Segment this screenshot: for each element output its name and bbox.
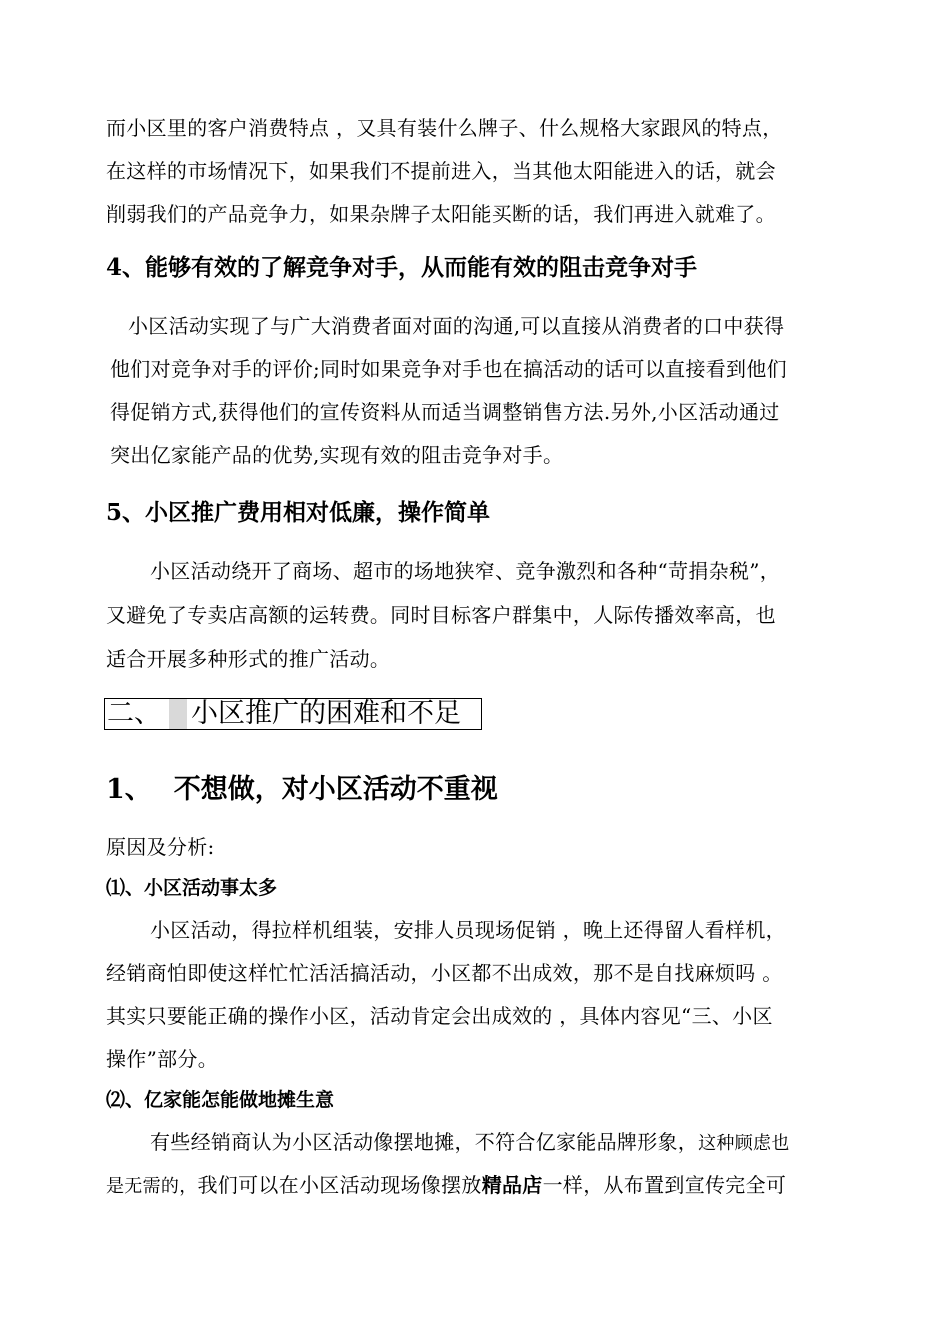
item-1-number: 1、 [106,774,152,805]
sub-2-line-1 [150,1128,790,1158]
reason-label: 原因及分析: [106,835,215,859]
sub-2-line-1-small: 这种顾虑也 [698,1133,790,1154]
sub-2-line-1-main: 有些经销商认为小区活动像摆地摊，不符合亿家能品牌形象， [150,1130,699,1154]
sub-1-line-4: 操作”部分。 [106,1047,219,1071]
part-2-title: 小区推广的困难和不足 [191,698,461,729]
sub-2-line-2 [106,1171,786,1201]
section-5-line-2: 又避免了专卖店高额的运转费。同时目标客户群集中，人际传播效率高，也 [106,603,776,627]
section-4-line-3: 得促销方式,获得他们的宣传资料从而适当调整销售方法.另外,小区活动通过 [110,400,780,424]
item-1-title: 不想做，对小区活动不重视 [173,774,498,805]
item-1-heading [106,772,498,808]
section-4-line-1: 小区活动实现了与广大消费者面对面的沟通,可以直接从消费者的口中获得 [128,314,785,338]
intro-line-3: 削弱我们的产品竞争力，如果杂牌子太阳能买断的话，我们再进入就难了。 [106,202,776,226]
section-4-line-4: 突出亿家能产品的优势,实现有效的阻击竞争对手。 [110,443,564,467]
sub-2-line-2-bold: 精品店 [481,1173,543,1197]
sub-2-heading: ⑵、亿家能怎能做地摊生意 [106,1089,335,1111]
intro-line-2: 在这样的市场情况下，如果我们不提前进入，当其他太阳能进入的话，就会 [106,159,776,183]
section-4-heading: 4、能够有效的了解竞争对手，从而能有效的阻击竞争对手 [106,254,698,281]
section-5-heading: 5、小区推广费用相对低廉，操作简单 [106,499,491,526]
section-5-line-3: 适合开展多种形式的推广活动。 [106,647,391,671]
sub-1-line-2: 经销商怕即使这样忙忙活活搞活动，小区都不出成效，那不是自找麻烦吗 。 [106,961,783,985]
part-2-title-box [104,698,482,730]
sub-1-line-1: 小区活动，得拉样机组装，安排人员现场促销 ，晚上还得留人看样机， [150,918,786,942]
highlight-mark [169,699,187,729]
part-2-number: 二、 [107,698,161,729]
sub-2-line-2-a: 我们可以在小区活动现场像摆放 [197,1173,482,1197]
sub-2-line-2-small: 是无需的， [106,1176,198,1197]
section-4-line-2: 他们对竞争对手的评价;同时如果竞争对手也在搞活动的话可以直接看到他们 [110,357,787,381]
sub-1-line-3: 其实只要能正确的操作小区，活动肯定会出成效的 ，具体内容见“三、小区 [106,1004,773,1028]
intro-line-1: 而小区里的客户消费特点 ，又具有装什么牌子、什么规格大家跟风的特点， [106,116,783,140]
sub-2-line-2-b: 一样，从布置到宣传完全可 [542,1173,787,1197]
sub-1-heading: ⑴、小区活动事太多 [106,877,278,899]
section-5-line-1: 小区活动绕开了商场、超市的场地狭窄、竞争激烈和各种“苛捐杂税”， [150,559,781,583]
